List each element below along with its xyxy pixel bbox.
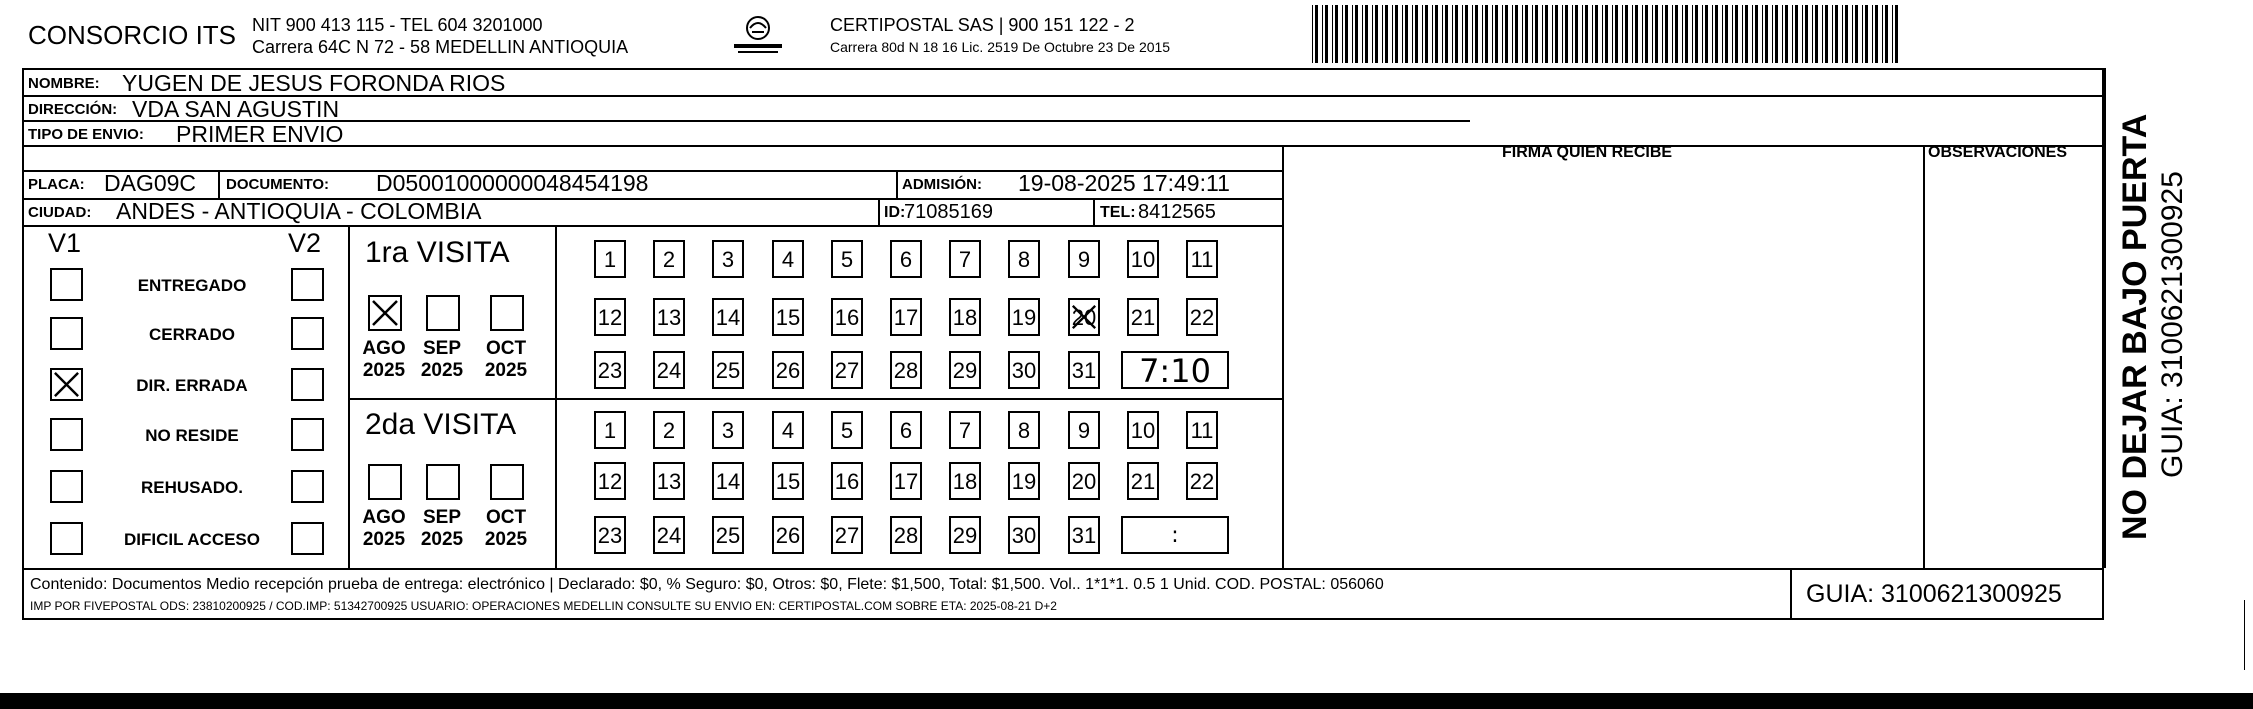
- day-checkbox[interactable]: 4: [772, 411, 804, 449]
- barcode-bar: [1765, 5, 1768, 63]
- barcode-bar: [1485, 5, 1488, 63]
- barcode-bar: [1805, 5, 1808, 63]
- bottom-band: [0, 693, 2253, 709]
- barcode-bar: [1562, 5, 1563, 63]
- barcode-bar: [1542, 5, 1543, 63]
- day-checkbox[interactable]: 3: [712, 411, 744, 449]
- day-checkbox[interactable]: 15: [772, 298, 804, 336]
- v2-checkbox[interactable]: [291, 317, 324, 350]
- barcode-bar: [1832, 5, 1833, 63]
- v2-checkbox[interactable]: [291, 368, 324, 401]
- month-label: SEP: [422, 507, 462, 528]
- admision-value: 19-08-2025 17:49:11: [1018, 170, 1230, 196]
- barcode-bar: [1755, 5, 1758, 63]
- day-checkbox[interactable]: 22: [1186, 462, 1218, 500]
- barcode-bar: [1612, 5, 1613, 63]
- day-checkbox[interactable]: 4: [772, 240, 804, 278]
- barcode-bar: [1682, 5, 1683, 63]
- status-option-label: REHUSADO.: [140, 478, 243, 497]
- day-checkbox[interactable]: 10: [1127, 411, 1159, 449]
- month-label: AGO: [362, 507, 406, 528]
- tipo-envio-label: TIPO DE ENVIO:: [28, 126, 144, 143]
- barcode-bar: [1642, 5, 1643, 63]
- day-checkbox[interactable]: 9: [1068, 240, 1100, 278]
- barcode-bar: [1332, 5, 1333, 63]
- day-checkbox[interactable]: 21: [1127, 298, 1159, 336]
- id-label: ID:: [884, 204, 906, 221]
- barcode-bar: [1605, 5, 1608, 63]
- barcode-bar: [1852, 5, 1853, 63]
- day-checkbox[interactable]: 18: [949, 298, 981, 336]
- barcode-bar: [1632, 5, 1633, 63]
- day-checkbox[interactable]: 31: [1068, 516, 1100, 554]
- barcode-bar: [1815, 5, 1818, 63]
- observaciones-label: OBSERVACIONES: [1928, 144, 2067, 161]
- v2-checkbox[interactable]: [291, 470, 324, 503]
- form-frame: [22, 68, 2104, 620]
- barcode-bar: [1575, 5, 1578, 63]
- barcode-bar: [1502, 5, 1503, 63]
- time-box[interactable]: 7:10: [1121, 351, 1229, 389]
- side-warning: NO DEJAR BAJO PUERTA: [2116, 113, 2154, 540]
- barcode-bar: [1675, 5, 1678, 63]
- day-checkbox[interactable]: 19: [1008, 298, 1040, 336]
- placa-value: DAG09C: [104, 170, 197, 196]
- tel-value: 8412565: [1138, 201, 1216, 223]
- barcode-bar: [1402, 5, 1403, 63]
- status-option-label: DIR. ERRADA: [136, 376, 248, 395]
- barcode-bar: [1482, 5, 1483, 63]
- v2-checkbox[interactable]: [291, 268, 324, 301]
- barcode-bar: [1315, 5, 1318, 63]
- barcode-bar: [1382, 5, 1383, 63]
- barcode-bar: [1422, 5, 1423, 63]
- barcode-bar: [1462, 5, 1463, 63]
- company-address: Carrera 64C N 72 - 58 MEDELLIN ANTIOQUIA: [252, 37, 629, 57]
- year-label: 2025: [362, 360, 406, 381]
- month-checkbox[interactable]: [490, 464, 524, 500]
- barcode-bar: [1515, 5, 1518, 63]
- barcode-bar: [1555, 5, 1558, 63]
- day-checkbox[interactable]: 3: [712, 240, 744, 278]
- day-checkbox[interactable]: 30: [1008, 351, 1040, 389]
- month-checkbox[interactable]: [426, 295, 460, 331]
- barcode-bar: [1442, 5, 1443, 63]
- barcode-bar: [1432, 5, 1433, 63]
- barcode-bar: [1375, 5, 1378, 63]
- barcode-bar: [1882, 5, 1883, 63]
- barcode-bar: [1775, 5, 1778, 63]
- right-edge-mark: [2244, 600, 2245, 670]
- day-checkbox[interactable]: 23: [594, 351, 626, 389]
- documento-value: D05001000000048454198: [376, 170, 649, 196]
- day-checkbox[interactable]: 23: [594, 516, 626, 554]
- day-checkbox[interactable]: 10: [1127, 240, 1159, 278]
- barcode-bar: [1535, 5, 1538, 63]
- v2-checkbox[interactable]: [291, 522, 324, 555]
- barcode-bar: [1582, 5, 1583, 63]
- barcode-bar: [1892, 5, 1893, 63]
- barcode-bar: [1372, 5, 1373, 63]
- barcode-bar: [1435, 5, 1438, 63]
- day-checkbox[interactable]: 6: [890, 240, 922, 278]
- month-checkbox[interactable]: [368, 295, 402, 331]
- footer-content-line: Contenido: Documentos Medio recepción prueba de entrega: electrónico | Declarado: $0, % Seguro: $0, Otros: $0, Flete: $1,500, Total: $1,500. Vol.. 1*1*1. 0.5 1 Unid. COD. POSTAL: 056060: [30, 576, 1384, 593]
- status-option-label: NO RESIDE: [145, 426, 239, 445]
- barcode-bar: [1652, 5, 1653, 63]
- barcode-bar: [1735, 5, 1738, 63]
- barcode-bar: [1895, 5, 1898, 63]
- day-checkbox[interactable]: 27: [831, 351, 863, 389]
- barcode-bar: [1635, 5, 1638, 63]
- v1-checkbox[interactable]: [50, 418, 83, 451]
- barcode-bar: [1495, 5, 1498, 63]
- barcode-bar: [1885, 5, 1888, 63]
- barcode-bar: [1322, 5, 1323, 63]
- v2-checkbox[interactable]: [291, 418, 324, 451]
- barcode-bar: [1722, 5, 1723, 63]
- barcode-bar: [1505, 5, 1508, 63]
- barcode-bar: [1362, 5, 1363, 63]
- barcode-bar: [1615, 5, 1618, 63]
- side-guia: GUIA: 3100621300925: [2156, 171, 2189, 478]
- day-checkbox[interactable]: 13: [653, 298, 685, 336]
- barcode-bar: [1392, 5, 1393, 63]
- visit1-title: 1ra VISITA: [365, 236, 510, 269]
- month-checkbox[interactable]: [490, 295, 524, 331]
- day-checkbox[interactable]: [1068, 298, 1100, 336]
- day-checkbox[interactable]: 29: [949, 516, 981, 554]
- barcode-bar: [1592, 5, 1593, 63]
- barcode-bar: [1772, 5, 1773, 63]
- v1-checkbox[interactable]: [50, 268, 83, 301]
- nombre-label: NOMBRE:: [28, 75, 100, 92]
- barcode-bar: [1712, 5, 1713, 63]
- barcode-bar: [1565, 5, 1568, 63]
- day-number: 20: [1071, 305, 1097, 330]
- carrier-name: CERTIPOSTAL SAS | 900 151 122 - 2: [830, 15, 1135, 35]
- day-checkbox[interactable]: 8: [1008, 240, 1040, 278]
- carrier-address: Carrera 80d N 18 16 Lic. 2519 De Octubre 23 De 2015: [830, 39, 1171, 55]
- day-checkbox[interactable]: 20: [1068, 462, 1100, 500]
- barcode-bar: [1445, 5, 1448, 63]
- day-checkbox[interactable]: 8: [1008, 411, 1040, 449]
- barcode-bar: [1742, 5, 1743, 63]
- v1-label: V1: [48, 228, 82, 258]
- visit2-title: 2da VISITA: [365, 408, 517, 441]
- barcode-bar: [1705, 5, 1708, 63]
- barcode-bar: [1452, 5, 1453, 63]
- barcode: [1310, 5, 1906, 63]
- month-label: OCT: [485, 338, 527, 359]
- barcode-bar: [1545, 5, 1548, 63]
- barcode-bar: [1855, 5, 1858, 63]
- barcode-bar: [1325, 5, 1328, 63]
- day-checkbox[interactable]: 24: [653, 516, 685, 554]
- barcode-bar: [1532, 5, 1533, 63]
- day-checkbox[interactable]: 11: [1186, 411, 1218, 449]
- barcode-bar: [1865, 5, 1868, 63]
- v2-label: V2: [288, 228, 322, 258]
- barcode-bar: [1692, 5, 1693, 63]
- v1-checkbox[interactable]: [50, 317, 83, 350]
- barcode-bar: [1655, 5, 1658, 63]
- direccion-value: VDA SAN AGUSTIN: [132, 96, 340, 122]
- barcode-bar: [1472, 5, 1473, 63]
- barcode-bar: [1845, 5, 1848, 63]
- barcode-bar: [1522, 5, 1523, 63]
- day-checkbox[interactable]: 11: [1186, 240, 1218, 278]
- month-checkbox[interactable]: [426, 464, 460, 500]
- month-checkbox[interactable]: [368, 464, 402, 500]
- day-checkbox[interactable]: 6: [890, 411, 922, 449]
- barcode-bar: [1355, 5, 1358, 63]
- barcode-bar: [1762, 5, 1763, 63]
- day-checkbox[interactable]: 28: [890, 351, 922, 389]
- v1-checkbox[interactable]: [50, 522, 83, 555]
- v1-checkbox[interactable]: [50, 368, 83, 401]
- status-option-label: ENTREGADO: [137, 276, 247, 295]
- day-checkbox[interactable]: 16: [831, 298, 863, 336]
- v1-checkbox[interactable]: [50, 470, 83, 503]
- day-checkbox[interactable]: 19: [1008, 462, 1040, 500]
- barcode-bar: [1385, 5, 1388, 63]
- barcode-bar: [1512, 5, 1513, 63]
- day-checkbox[interactable]: 25: [712, 351, 744, 389]
- barcode-bar: [1825, 5, 1828, 63]
- barcode-bar: [1352, 5, 1353, 63]
- barcode-bar: [1792, 5, 1793, 63]
- barcode-bar: [1552, 5, 1553, 63]
- month-label: SEP: [422, 338, 462, 359]
- tipo-envio-value: PRIMER ENVIO: [176, 121, 344, 147]
- status-option-label: DIFICIL ACCESO: [123, 530, 260, 549]
- barcode-bar: [1672, 5, 1673, 63]
- month-label: OCT: [485, 507, 527, 528]
- day-checkbox[interactable]: 7: [949, 240, 981, 278]
- barcode-bar: [1412, 5, 1413, 63]
- barcode-bar: [1602, 5, 1603, 63]
- barcode-bar: [1795, 5, 1798, 63]
- barcode-bar: [1645, 5, 1648, 63]
- day-checkbox[interactable]: 14: [712, 298, 744, 336]
- ciudad-value: ANDES - ANTIOQUIA - COLOMBIA: [116, 198, 482, 224]
- day-checkbox[interactable]: 1: [594, 411, 626, 449]
- certipostal-logo: [728, 12, 788, 56]
- day-checkbox[interactable]: 12: [594, 298, 626, 336]
- barcode-bar: [1365, 5, 1368, 63]
- barcode-bar: [1425, 5, 1428, 63]
- status-option-label: CERRADO: [149, 325, 235, 344]
- day-checkbox[interactable]: 17: [890, 298, 922, 336]
- barcode-bar: [1702, 5, 1703, 63]
- barcode-bar: [1665, 5, 1668, 63]
- barcode-bar: [1395, 5, 1398, 63]
- barcode-bar: [1455, 5, 1458, 63]
- day-checkbox[interactable]: 12: [594, 462, 626, 500]
- company-name: CONSORCIO ITS: [28, 20, 237, 50]
- day-checkbox[interactable]: 27: [831, 516, 863, 554]
- day-checkbox[interactable]: 9: [1068, 411, 1100, 449]
- day-checkbox[interactable]: 28: [890, 516, 922, 554]
- day-checkbox[interactable]: 13: [653, 462, 685, 500]
- day-checkbox[interactable]: 25: [712, 516, 744, 554]
- barcode-bar: [1585, 5, 1588, 63]
- barcode-bar: [1415, 5, 1418, 63]
- day-checkbox[interactable]: 2: [653, 411, 685, 449]
- barcode-bar: [1785, 5, 1788, 63]
- barcode-bar: [1782, 5, 1783, 63]
- barcode-bar: [1312, 5, 1313, 63]
- barcode-bar: [1685, 5, 1688, 63]
- barcode-bar: [1732, 5, 1733, 63]
- year-label: 2025: [484, 529, 528, 550]
- day-checkbox[interactable]: 16: [831, 462, 863, 500]
- day-checkbox[interactable]: 21: [1127, 462, 1159, 500]
- barcode-bar: [1875, 5, 1878, 63]
- barcode-bar: [1345, 5, 1348, 63]
- day-checkbox[interactable]: 26: [772, 516, 804, 554]
- footer-guia: GUIA: 3100621300925: [1806, 580, 2062, 608]
- barcode-bar: [1822, 5, 1823, 63]
- barcode-bar: [1342, 5, 1343, 63]
- nombre-value: YUGEN DE JESUS FORONDA RIOS: [122, 70, 506, 96]
- time-box[interactable]: :: [1121, 516, 1229, 554]
- id-value: 71085169: [904, 201, 993, 223]
- day-checkbox[interactable]: 31: [1068, 351, 1100, 389]
- barcode-bar: [1862, 5, 1863, 63]
- barcode-bar: [1662, 5, 1663, 63]
- day-checkbox[interactable]: 18: [949, 462, 981, 500]
- barcode-bar: [1745, 5, 1748, 63]
- firma-label: FIRMA QUIEN RECIBE: [1502, 144, 1673, 161]
- barcode-bar: [1335, 5, 1338, 63]
- day-checkbox[interactable]: 5: [831, 240, 863, 278]
- day-checkbox[interactable]: 7: [949, 411, 981, 449]
- barcode-bar: [1492, 5, 1493, 63]
- tel-label: TEL:: [1100, 204, 1136, 221]
- day-checkbox[interactable]: 26: [772, 351, 804, 389]
- barcode-bar: [1465, 5, 1468, 63]
- barcode-bar: [1835, 5, 1838, 63]
- year-label: 2025: [420, 529, 464, 550]
- barcode-bar: [1725, 5, 1728, 63]
- direccion-label: DIRECCIÓN:: [28, 101, 118, 118]
- ciudad-label: CIUDAD:: [28, 204, 92, 221]
- day-checkbox[interactable]: 14: [712, 462, 744, 500]
- documento-label: DOCUMENTO:: [226, 176, 330, 193]
- barcode-bar: [1812, 5, 1813, 63]
- placa-label: PLACA:: [28, 176, 85, 193]
- barcode-bar: [1872, 5, 1873, 63]
- day-checkbox[interactable]: 1: [594, 240, 626, 278]
- admision-label: ADMISIÓN:: [902, 176, 982, 193]
- barcode-bar: [1752, 5, 1753, 63]
- day-checkbox[interactable]: 24: [653, 351, 685, 389]
- barcode-bar: [1572, 5, 1573, 63]
- barcode-bar: [1625, 5, 1628, 63]
- barcode-bar: [1802, 5, 1803, 63]
- day-checkbox[interactable]: 22: [1186, 298, 1218, 336]
- day-checkbox[interactable]: 5: [831, 411, 863, 449]
- barcode-bar: [1695, 5, 1698, 63]
- barcode-bar: [1475, 5, 1478, 63]
- year-label: 2025: [484, 360, 528, 381]
- month-label: AGO: [362, 338, 406, 359]
- day-checkbox[interactable]: 2: [653, 240, 685, 278]
- year-label: 2025: [362, 529, 406, 550]
- barcode-bar: [1595, 5, 1598, 63]
- barcode-bar: [1842, 5, 1843, 63]
- barcode-bar: [1622, 5, 1623, 63]
- day-checkbox[interactable]: 29: [949, 351, 981, 389]
- day-checkbox[interactable]: 30: [1008, 516, 1040, 554]
- footer-imp-line: IMP POR FIVEPOSTAL ODS: 23810200925 / COD.IMP: 51342700925 USUARIO: OPERACIONES MEDELLIN CONSULTE SU ENVIO EN: CERTIPOSTAL.COM SOBRE ETA: 2025-08-21 D+2: [30, 599, 1057, 613]
- year-label: 2025: [420, 360, 464, 381]
- barcode-bar: [1405, 5, 1408, 63]
- day-checkbox[interactable]: 15: [772, 462, 804, 500]
- barcode-bar: [1715, 5, 1718, 63]
- barcode-bar: [1525, 5, 1528, 63]
- company-nit: NIT 900 413 115 - TEL 604 3201000: [252, 15, 543, 35]
- day-checkbox[interactable]: 17: [890, 462, 922, 500]
